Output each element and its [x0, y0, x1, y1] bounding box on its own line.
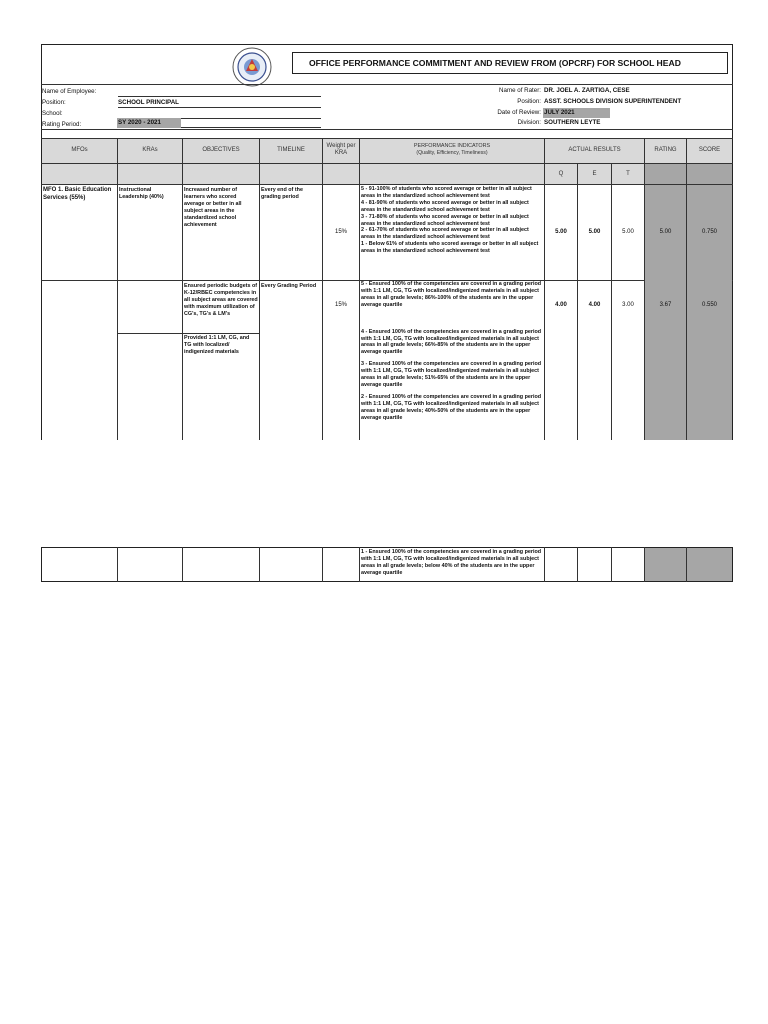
header-kras: KRAs — [142, 147, 158, 153]
col-divider — [117, 138, 118, 440]
info-divider — [41, 129, 733, 130]
row2-timeline: Every Grading Period — [261, 283, 317, 289]
division-label: Division: — [517, 119, 541, 126]
objective-split-border — [117, 333, 260, 334]
row1-kra: Instructional Leadership (40%) — [119, 187, 164, 200]
division-field: SOUTHERN LEYTE — [544, 119, 601, 126]
col-divider — [544, 138, 545, 440]
employee-position-field: SCHOOL PRINCIPAL — [118, 99, 321, 108]
rating-period-label: Rating Period: — [42, 121, 82, 128]
header-score: SCORE — [698, 147, 721, 153]
continued-indicator-1: 1 - Ensured 100% of the competencies are covered in a grading period with 1:1 LM, CG, TG with localized/indigenized materials in all subject areas in all grade levels; below 40% of the students are in the upper average quartile — [361, 549, 542, 576]
col-divider — [182, 547, 183, 582]
col-divider — [359, 547, 360, 582]
row2-weight: 15% — [334, 302, 347, 308]
header-mfos: MFOs — [71, 147, 88, 153]
rater-position-field: ASST. SCHOOLS DIVISION SUPERINTENDENT — [544, 98, 682, 105]
rating-score-column-bg — [644, 185, 732, 440]
col-divider — [259, 547, 260, 582]
col-divider — [577, 547, 578, 582]
header-divider — [41, 84, 733, 85]
review-date-label: Date of Review: — [497, 109, 541, 116]
row1-mfo: MFO 1. Basic Education Services (55%) — [43, 187, 112, 201]
header-objectives: OBJECTIVES — [202, 147, 240, 153]
row1-e: 5.00 — [588, 229, 601, 235]
employee-position-label: Position: — [42, 99, 66, 106]
subheader-row-border — [41, 184, 733, 185]
row2-q: 4.00 — [555, 302, 567, 308]
row1-timeline: Every end of the grading period — [261, 187, 303, 200]
continued-rating-bg — [644, 548, 732, 581]
row1-objective: Increased number of learners who scored average or better in all subject areas in the standardized school achievement — [184, 187, 242, 228]
header-e: E — [592, 171, 597, 177]
review-date-field: JULY 2021 — [543, 108, 610, 118]
header-q: Q — [558, 171, 564, 177]
row2-objective-a: Ensured periodic budgets of K-12/RBEC competencies in all subject areas are covered with maximum utilization of CG's, TG's & LM's — [184, 283, 258, 317]
rating-period-underline — [181, 127, 321, 128]
row2-indicator-5: 5 - Ensured 100% of the competencies are covered in a grading period with 1:1 LM, CG, TG with localized/indigenized materials in all subject areas in all grade levels; 86%-100% of the students are in the upper average quartile — [361, 281, 542, 308]
employee-school-label: School: — [42, 110, 63, 117]
col-divider — [644, 547, 645, 582]
header-timeline: TIMELINE — [277, 147, 305, 153]
row2-indicators — [361, 281, 543, 439]
row1-weight: 15% — [334, 229, 347, 235]
header-actual-results: ACTUAL RESULTS — [568, 147, 621, 153]
row2-score: 0.550 — [701, 302, 717, 308]
row2-indicator-3: 3 - Ensured 100% of the competencies are covered in a grading period with 1:1 LM, CG, TG with localized/indigenized materials in all subject areas in all grade levels; 51%-65% of the students are in the upper average quartile — [361, 361, 542, 388]
col-divider — [544, 547, 545, 582]
col-divider — [322, 547, 323, 582]
row1-rating: 5.00 — [659, 229, 672, 235]
row1-score: 0.750 — [701, 229, 717, 235]
col-divider — [686, 547, 687, 582]
row1-indicator-3: 3 - 71-80% of students who scored average or better in all subject areas in the standardized school achievement test — [361, 213, 529, 227]
header-weight: Weight per KRA — [326, 143, 356, 157]
employee-name-label: Name of Employee: — [42, 88, 97, 95]
col-divider — [611, 547, 612, 582]
header-indicators: PERFORMANCE INDICATORS — [413, 143, 491, 149]
row2-t: 3.00 — [622, 302, 634, 308]
rater-name-label: Name of Rater: — [499, 87, 541, 94]
row1-t: 5.00 — [622, 229, 634, 235]
col-divider — [686, 138, 687, 440]
header-indicators-sub: (Quality, Efficiency, Timeliness) — [416, 150, 488, 156]
row1-indicator-1: 1 - Below 61% of students who scored average or better in all subject areas in the standardized school achievement test — [361, 241, 539, 255]
row2-rating: 3.67 — [659, 302, 672, 308]
rating-score-subheader-bg — [644, 164, 732, 184]
row2-indicator-2: 2 - Ensured 100% of the competencies are covered in a grading period with 1:1 LM, CG, TG with localized/indigenized materials in all subject areas in all grade levels; 40%-50% of the students are in the upper average quartile — [361, 393, 542, 421]
row2-objective-b: Provided 1:1 LM, CG, and TG with localized/ indigenized materials — [184, 335, 250, 355]
employee-name-field — [118, 88, 321, 97]
col-divider — [259, 138, 260, 440]
rater-position-label: Position: — [517, 98, 541, 105]
deped-seal-icon — [232, 47, 272, 87]
row1-indicator-5: 5 - 91-100% of students who scored average or better in all subject areas in the standardized school achievement test — [361, 186, 532, 199]
header-t: T — [626, 171, 630, 177]
col-divider — [182, 138, 183, 440]
row2-e: 4.00 — [588, 302, 601, 308]
rater-name-field: DR. JOEL A. ZARTIGA, CESE — [544, 87, 630, 94]
col-divider — [644, 138, 645, 440]
row1-indicator-2: 2 - 61-70% of students who scored average or better in all subject areas in the standardized school achievement test — [361, 227, 529, 241]
header-rating: RATING — [654, 147, 677, 153]
document-title: OFFICE PERFORMANCE COMMITMENT AND REVIEW FROM (OPCRF) FOR SCHOOL HEAD — [292, 52, 728, 74]
row1-indicators — [361, 186, 543, 280]
col-divider — [117, 547, 118, 582]
row1-q: 5.00 — [555, 229, 567, 235]
row1-indicator-4: 4 - 81-90% of students who scored average or better in all subject areas in the standardized school achievement test — [361, 199, 529, 213]
col-divider — [359, 138, 360, 440]
rating-period-field: SY 2020 - 2021 — [117, 118, 181, 128]
row2-indicator-4: 4 - Ensured 100% of the competencies are covered in a grading period with 1:1 LM, CG, TG with localized/indigenized materials in all subject areas in all grade levels; 66%-85% of the students are in the upper average quartile — [361, 328, 542, 356]
col-divider — [322, 138, 323, 440]
